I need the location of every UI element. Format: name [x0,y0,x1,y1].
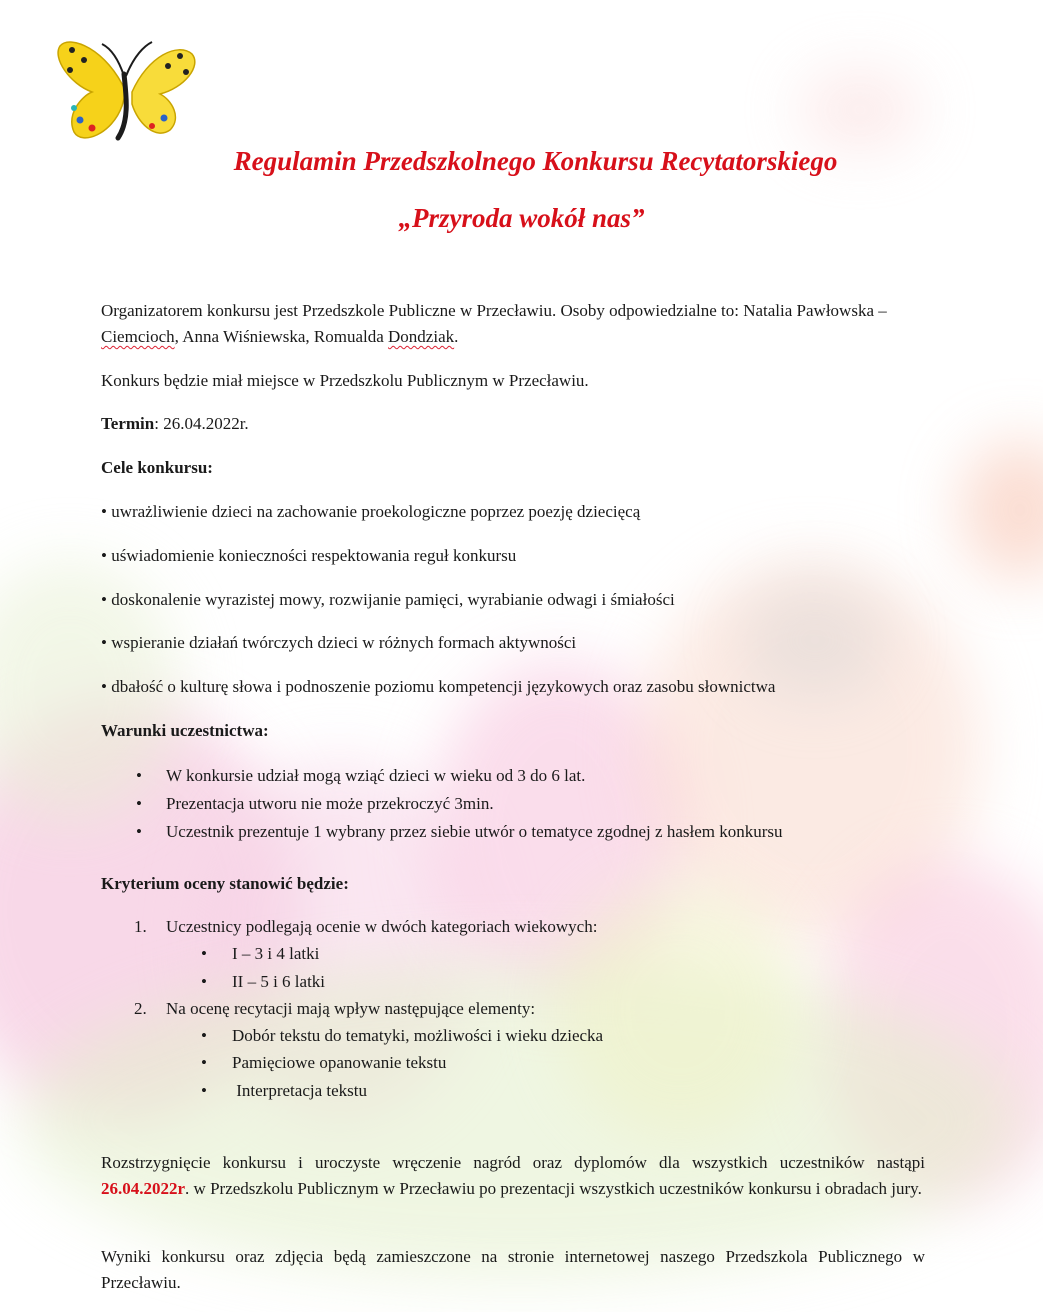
bullet-marker: • [136,794,142,813]
list-number: 2. [134,999,147,1018]
age-category: I – 3 i 4 latki [232,944,320,963]
criteria-item: Na ocenę recytacji mają wpływ następujące elementy: [166,999,536,1018]
goal-item: • dbałość o kulturę słowa i podnoszenie poziomu kompetencji językowych oraz zasobu słownictwa [101,677,776,696]
conditions-heading: Warunki uczestnictwa: [101,721,269,740]
document-title: Regulamin Przedszkolnego Konkursu Recytatorskiego [233,146,838,176]
goal-item: • doskonalenie wyrazistej mowy, rozwijanie pamięci, wyrabianie odwagi i śmiałości [101,590,675,609]
organizer-paragraph: Organizatorem konkursu jest Przedszkole Publiczne w Przecławiu. Osoby odpowiedzialne to: Natalia Pawłowska – Ciemcioch, Anna Wiśniewska, Romualda Dondziak. [101,301,887,346]
goals-heading: Cele konkursu: [101,458,213,477]
competition-name: „Przyroda wokół nas” [398,203,645,233]
bullet-marker: • [201,1053,207,1072]
butterfly-icon [52,34,204,144]
place-paragraph: Konkurs będzie miał miejsce w Przedszkolu Publicznym w Przecławiu. [101,371,589,390]
bullet-marker: • [201,972,207,991]
evaluation-element: Pamięciowe opanowanie tekstu [232,1053,447,1072]
criteria-item: Uczestnicy podlegają ocenie w dwóch kategoriach wiekowych: [166,917,598,936]
evaluation-element: Dobór tekstu do tematyki, możliwości i wieku dziecka [232,1026,604,1045]
misspelled-name: Dondziak [388,327,455,346]
date-value: : 26.04.2022r. [154,414,249,433]
goal-item: • uwrażliwienie dzieci na zachowanie proekologiczne poprzez poezję dziecięcą [101,502,641,521]
bullet-marker: • [136,766,142,785]
criteria-heading: Kryterium oceny stanowić będzie: [101,874,349,893]
goal-item: • uświadomienie konieczności respektowania reguł konkursu [101,546,517,565]
bullet-marker: • [201,944,207,963]
condition-item: Prezentacja utworu nie może przekroczyć 3min. [166,794,494,813]
bullet-marker: • [201,1081,207,1100]
results-paragraph: Rozstrzygnięcie konkursu i uroczyste wręczenie nagród oraz dyplomów dla wszystkich uczestników nastąpi 26.04.2022r. w Przedszkolu Publicznym w Przecławiu po prezentacji wszystkich uczestników konkursu i obradach jury. [101,1153,925,1198]
list-number: 1. [134,917,147,936]
misspelled-name: Ciemcioch [101,327,175,346]
bullet-marker: • [136,822,142,841]
condition-item: W konkursie udział mogą wziąć dzieci w wieku od 3 do 6 lat. [166,766,586,785]
date-paragraph [101,411,925,437]
evaluation-element: Interpretacja tekstu [232,1081,367,1100]
condition-item: Uczestnik prezentuje 1 wybrany przez siebie utwór o tematyce zgodnej z hasłem konkursu [166,822,783,841]
age-category: II – 5 i 6 latki [232,972,326,991]
bullet-marker: • [201,1026,207,1045]
goal-item: • wspieranie działań twórczych dzieci w różnych formach aktywności [101,633,577,652]
publication-paragraph: Wyniki konkursu oraz zdjęcia będą zamieszczone na stronie internetowej naszego Przedszkola Publicznego w Przecławiu. [101,1247,925,1292]
date-label: Termin [101,414,155,433]
results-date: 26.04.2022r [101,1179,186,1198]
